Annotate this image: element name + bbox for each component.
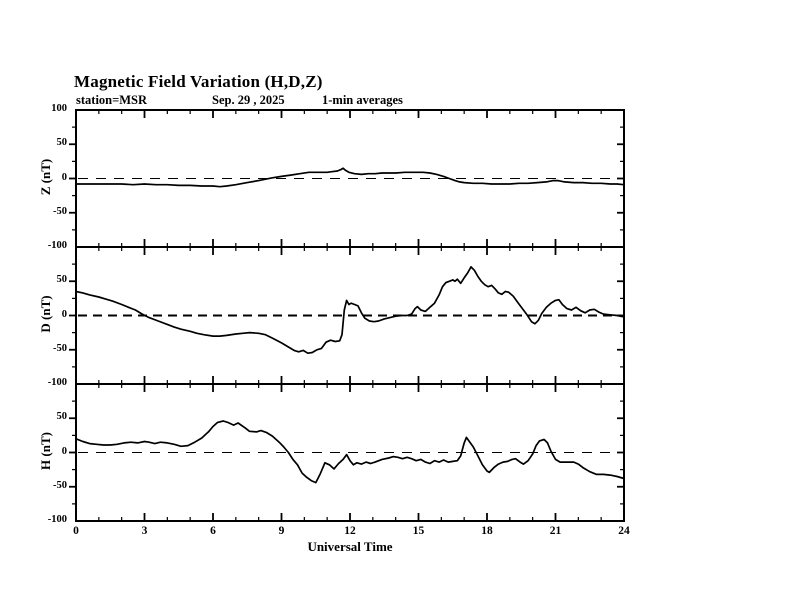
x-tick-label: 12 [344,525,356,537]
x-tick-label: 15 [412,525,425,537]
y-tick-label: -100 [47,514,67,525]
chart-title: Magnetic Field Variation (H,D,Z) [74,72,323,91]
station-label: station=MSR [76,93,148,107]
y-tick-label: -100 [47,240,67,251]
x-tick-label: 18 [481,525,493,537]
y-tick-label: -50 [53,205,67,217]
x-axis-title: Universal Time [307,539,393,554]
y-tick-label: -50 [53,342,67,354]
x-tick-label: 9 [278,525,285,537]
y-tick-label: 0 [61,171,67,183]
averaging-label: 1-min averages [322,93,403,107]
x-tick-label: 3 [141,525,148,537]
x-tick-label: 6 [210,525,216,537]
y-tick-label: -100 [47,377,67,388]
y-tick-label: 0 [61,308,67,320]
y-axis-title-z: Z (nT) [38,158,53,196]
trace-H [76,421,624,483]
y-tick-label: 50 [56,274,67,286]
trace-Z [76,168,624,187]
x-tick-label: 24 [618,525,630,537]
y-tick-label: 0 [61,445,67,457]
y-axis-title-h: H (nT) [38,432,53,470]
y-tick-label: 100 [51,103,67,114]
y-tick-label: 50 [56,411,67,423]
x-tick-label: 0 [73,525,79,537]
y-tick-label: 50 [56,137,67,149]
y-axis-title-d: D (nT) [38,295,53,333]
trace-D [76,267,624,353]
x-tick-label: 21 [549,525,562,537]
y-tick-label: -50 [53,479,67,491]
date-label: Sep. 29 , 2025 [212,93,285,107]
